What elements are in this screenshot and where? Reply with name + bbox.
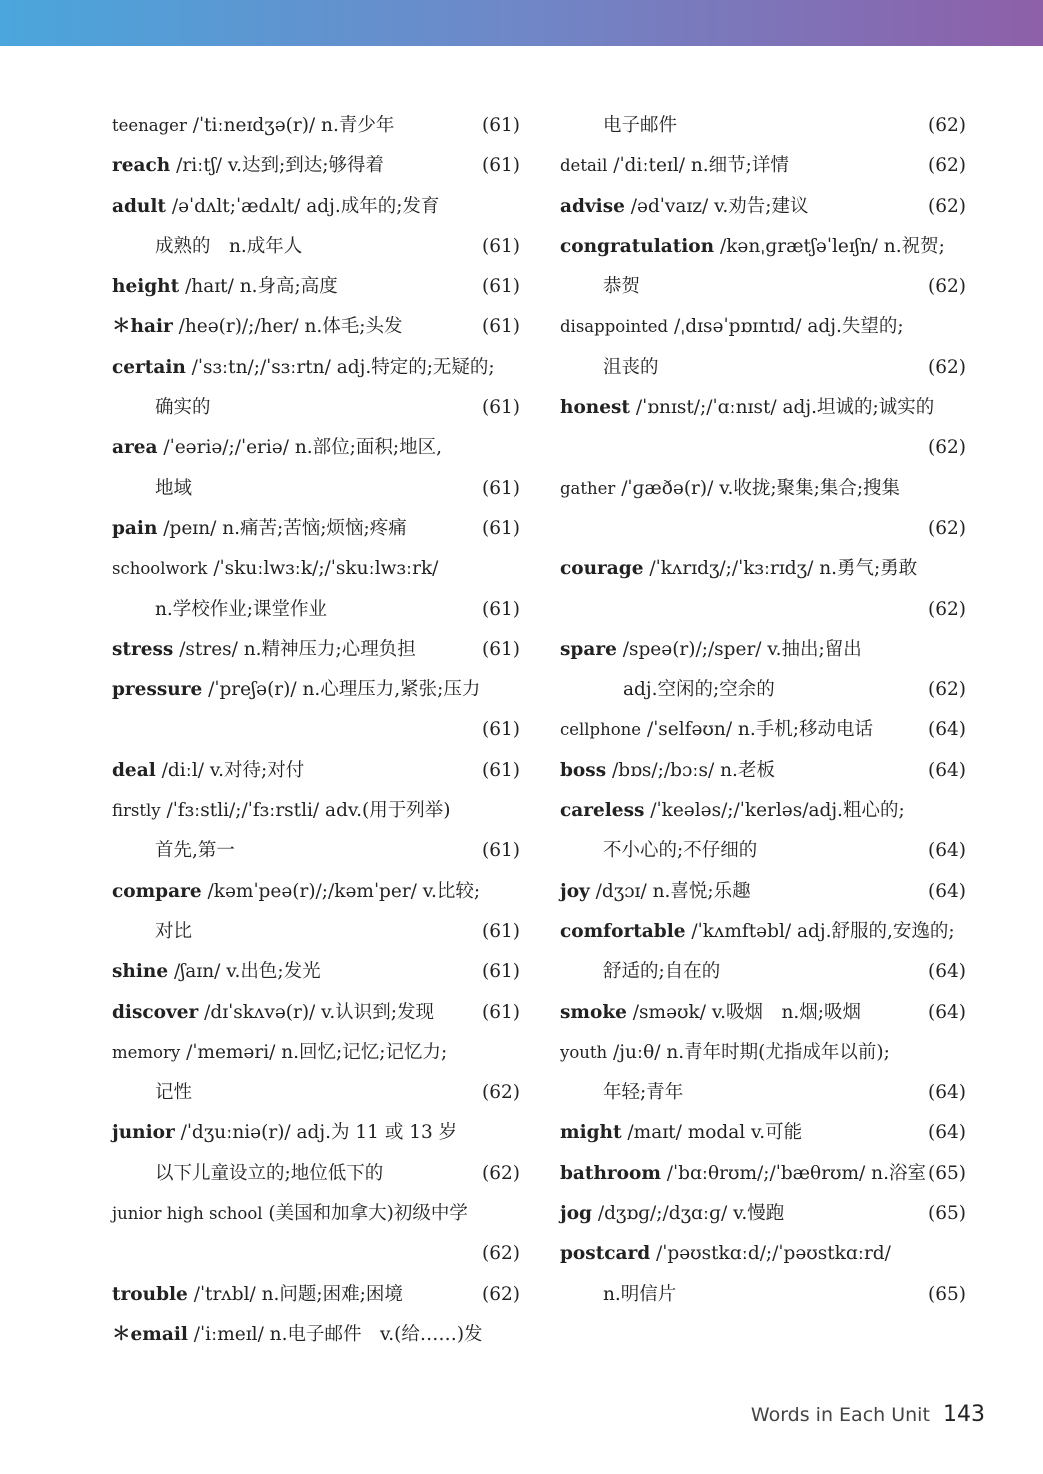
headword: pain xyxy=(112,517,158,539)
right-column xyxy=(560,106,966,1315)
page-reference: (62) xyxy=(928,437,966,459)
vocab-line xyxy=(112,267,520,307)
page-reference: (61) xyxy=(482,155,520,177)
headword: bathroom xyxy=(560,1162,661,1184)
vocab-line xyxy=(112,1113,520,1153)
headword: careless xyxy=(560,800,645,822)
vocab-line xyxy=(560,388,966,428)
definition-text: /dɪˈskʌvə(r)/ v.认识到;发现 xyxy=(198,1001,435,1023)
headword: memory xyxy=(112,1042,181,1062)
vocab-line xyxy=(560,267,966,307)
page-reference: (64) xyxy=(928,880,966,902)
headword: compare xyxy=(112,880,202,902)
headword: reach xyxy=(112,155,171,177)
vocab-line xyxy=(560,1113,966,1153)
headword: ＊hair xyxy=(112,316,173,338)
headword: trouble xyxy=(112,1283,188,1305)
vocab-line xyxy=(560,1154,966,1194)
headword: spare xyxy=(560,638,617,660)
vocab-line xyxy=(112,831,520,871)
page-reference: (62) xyxy=(928,115,966,136)
headword: courage xyxy=(560,558,644,580)
page-reference: (61) xyxy=(482,759,520,781)
page-reference: (62) xyxy=(928,517,966,539)
headword: jog xyxy=(560,1203,592,1225)
vocab-line xyxy=(112,751,520,791)
headword: ＊email xyxy=(112,1323,188,1345)
headword: joy xyxy=(560,880,590,902)
vocab-line xyxy=(560,549,966,589)
definition-text: /ədˈvaɪz/ v.劝告;建议 xyxy=(624,195,809,217)
page-reference: (61) xyxy=(482,1001,520,1023)
definition-text: /sməʊk/ v.吸烟 n.烟;吸烟 xyxy=(626,1001,861,1023)
definition-text: /ˈdiːteɪl/ n.细节;详情 xyxy=(607,155,789,177)
headword: schoolwork xyxy=(112,559,208,579)
page-reference: (62) xyxy=(928,155,966,177)
headword: gather xyxy=(560,478,616,498)
headword: advise xyxy=(560,195,625,217)
page-reference: (61) xyxy=(482,598,520,620)
vocab-line xyxy=(560,509,966,549)
vocab-line xyxy=(112,872,520,912)
left-column xyxy=(112,106,520,1355)
vocab-line xyxy=(112,1194,520,1234)
vocab-line xyxy=(560,1033,966,1073)
definition-text: /heə(r)/;/her/ n.体毛;头发 xyxy=(172,316,403,338)
definition-text: 对比 xyxy=(155,920,193,942)
page-reference: (61) xyxy=(482,316,520,338)
page-reference: (62) xyxy=(928,195,966,217)
definition-text: 记性 xyxy=(155,1082,193,1104)
definition-text: /ˈpreʃə(r)/ n.心理压力,紧张;压力 xyxy=(202,679,481,701)
definition-text: /dʒɒɡ/;/dʒɑːɡ/ v.慢跑 xyxy=(591,1203,785,1225)
definition-text: /peɪn/ n.痛苦;苦恼;烦恼;疼痛 xyxy=(157,517,407,539)
definition-text: /ˈmeməri/ n.回忆;记忆;记忆力; xyxy=(180,1041,448,1063)
definition-text: /ˈɡæðə(r)/ v.收拢;聚集;集合;搜集 xyxy=(615,477,901,499)
definition-text: /ˈfɜːstli/;/ˈfɜːrstli/ adv.(用于列举) xyxy=(160,800,451,822)
vocab-line xyxy=(112,670,520,710)
vocab-line xyxy=(560,751,966,791)
vocab-line xyxy=(112,549,520,589)
vocab-line xyxy=(560,348,966,388)
headword: teenager xyxy=(112,116,187,135)
vocab-line xyxy=(112,227,520,267)
headword: junior xyxy=(112,1122,175,1144)
definition-text: 恭贺 xyxy=(603,276,641,298)
vocab-line xyxy=(560,912,966,952)
vocab-line xyxy=(560,993,966,1033)
vocab-line xyxy=(112,307,520,347)
vocab-line xyxy=(112,428,520,468)
vocab-line xyxy=(112,1234,520,1274)
vocab-line xyxy=(112,1033,520,1073)
headword: adult xyxy=(112,195,166,217)
definition-text: /bɒs/;/bɔːs/ n.老板 xyxy=(606,759,775,781)
page-reference: (62) xyxy=(928,598,966,620)
vocab-line xyxy=(560,1073,966,1113)
definition-text: /ˈselfəʊn/ n.手机;移动电话 xyxy=(641,719,873,741)
definition-text: /ˈskuːlwɜːk/;/ˈskuːlwɜːrk/ xyxy=(207,558,439,580)
definition-text: /riːtʃ/ v.达到;到达;够得着 xyxy=(170,155,385,177)
headword: postcard xyxy=(560,1243,651,1265)
header-color-band xyxy=(0,0,1043,46)
definition-text: /kənˌɡrætʃəˈleɪʃn/ n.祝贺; xyxy=(714,235,945,257)
vocab-line xyxy=(560,187,966,227)
page-reference: (65) xyxy=(928,1203,966,1225)
definition-text: /ˈtiːneɪdʒə(r)/ n.青少年 xyxy=(186,115,395,136)
definition-text: /ˈsɜːtn/;/ˈsɜːrtn/ adj.特定的;无疑的; xyxy=(185,356,495,378)
headword: shine xyxy=(112,961,169,983)
page-reference: (62) xyxy=(928,356,966,378)
page-reference: (61) xyxy=(482,517,520,539)
definition-text: /ˈdʒuːniə(r)/ adj.为 11 或 13 岁 xyxy=(174,1122,458,1144)
headword: discover xyxy=(112,1001,199,1023)
definition-text: /ˌdɪsəˈpɒɪntɪd/ adj.失望的; xyxy=(668,316,904,338)
headword: honest xyxy=(560,397,630,419)
definition-text: /haɪt/ n.身高;高度 xyxy=(179,276,338,298)
page-reference: (61) xyxy=(482,719,520,741)
page-reference: (64) xyxy=(928,840,966,862)
vocab-line xyxy=(112,1275,520,1315)
vocab-line xyxy=(112,590,520,630)
page-reference: (61) xyxy=(482,638,520,660)
page-reference: (64) xyxy=(928,719,966,741)
vocab-line xyxy=(112,710,520,750)
page-reference: (62) xyxy=(482,1243,520,1265)
page-reference: (62) xyxy=(928,679,966,701)
page-reference: (61) xyxy=(482,920,520,942)
page-reference: (62) xyxy=(482,1283,520,1305)
vocab-line xyxy=(560,146,966,186)
definition-text: /speə(r)/;/sper/ v.抽出;留出 xyxy=(616,638,862,660)
definition-text: /dʒɔɪ/ n.喜悦;乐趣 xyxy=(589,880,751,902)
vocab-line xyxy=(112,348,520,388)
headword: smoke xyxy=(560,1001,627,1023)
page-reference: (64) xyxy=(928,759,966,781)
vocab-line xyxy=(112,187,520,227)
definition-text: /ˈbɑːθrʊm/;/ˈbæθrʊm/ n.浴室 xyxy=(660,1162,926,1184)
vocab-line xyxy=(560,428,966,468)
vocab-line xyxy=(560,469,966,509)
vocab-line xyxy=(112,1154,520,1194)
vocab-line xyxy=(560,952,966,992)
definition-text: /ʃaɪn/ v.出色;发光 xyxy=(168,961,321,983)
vocab-line xyxy=(560,872,966,912)
definition-text: n.明信片 xyxy=(603,1283,677,1305)
definition-text: /maɪt/ modal v.可能 xyxy=(621,1122,803,1144)
page-reference: (61) xyxy=(482,840,520,862)
vocab-line xyxy=(560,710,966,750)
page-reference: (62) xyxy=(482,1082,520,1104)
headword: stress xyxy=(112,638,174,660)
page-reference: (64) xyxy=(928,1001,966,1023)
page-reference: (61) xyxy=(482,477,520,499)
definition-text: /əˈdʌlt;ˈædʌlt/ adj.成年的;发育 xyxy=(165,195,440,217)
vocab-line xyxy=(560,1234,966,1274)
headword: detail xyxy=(560,156,608,176)
vocab-line xyxy=(112,912,520,952)
vocab-line xyxy=(560,307,966,347)
headword: disappointed xyxy=(560,317,669,337)
definition-text: /ˈtrʌbl/ n.问题;困难;困境 xyxy=(187,1283,403,1305)
definition-text: /juːθ/ n.青年时期(尤指成年以前); xyxy=(607,1041,890,1063)
vocab-line xyxy=(112,106,520,146)
vocab-line xyxy=(112,630,520,670)
definition-text: 电子邮件 xyxy=(603,115,678,136)
vocab-line xyxy=(112,993,520,1033)
vocab-line xyxy=(112,146,520,186)
definition-text: 首先,第一 xyxy=(155,840,235,862)
page-reference: (61) xyxy=(482,235,520,257)
headword: congratulation xyxy=(560,235,715,257)
page-reference: (65) xyxy=(928,1283,966,1305)
vocab-line xyxy=(560,831,966,871)
headword: area xyxy=(112,437,158,459)
vocab-line xyxy=(112,1315,520,1355)
page-footer xyxy=(751,1402,985,1427)
headword: firstly xyxy=(112,801,161,821)
headword: deal xyxy=(112,759,156,781)
definition-text: /ˈiːmeɪl/ n.电子邮件 v.(给……)发 xyxy=(187,1323,483,1345)
definition-text: 不小心的;不仔细的 xyxy=(603,840,758,862)
definition-text: 确实的 xyxy=(155,397,211,419)
page-reference: (62) xyxy=(482,1162,520,1184)
definition-text: /kəmˈpeə(r)/;/kəmˈper/ v.比较; xyxy=(201,880,481,902)
vocab-line xyxy=(560,1275,966,1315)
vocab-line xyxy=(560,791,966,831)
headword: boss xyxy=(560,759,607,781)
definition-text: 年轻;青年 xyxy=(603,1082,684,1104)
vocab-line xyxy=(560,106,966,146)
page-reference: (64) xyxy=(928,1082,966,1104)
page-reference: (62) xyxy=(928,276,966,298)
definition-text: 沮丧的 xyxy=(603,356,659,378)
headword: comfortable xyxy=(560,920,686,942)
headword: might xyxy=(560,1122,622,1144)
headword: pressure xyxy=(112,679,203,701)
headword: youth xyxy=(560,1042,608,1062)
page-reference: (64) xyxy=(928,1122,966,1144)
vocab-line xyxy=(112,509,520,549)
vocab-line xyxy=(112,791,520,831)
definition-text: /diːl/ v.对待;对付 xyxy=(155,759,305,781)
page-reference: (61) xyxy=(482,397,520,419)
definition-text: 舒适的;自在的 xyxy=(603,961,721,983)
definition-text: /ˈkʌrɪdʒ/;/ˈkɜːrɪdʒ/ n.勇气;勇敢 xyxy=(643,558,918,580)
vocab-line xyxy=(112,388,520,428)
page-number: 143 xyxy=(943,1402,985,1427)
definition-text: adj.空闲的;空余的 xyxy=(623,679,775,701)
definition-text: /ˈpəʊstkɑːd/;/ˈpəʊstkɑːrd/ xyxy=(650,1243,891,1265)
definition-text: /ˈkʌmftəbl/ adj.舒服的,安逸的; xyxy=(685,920,955,942)
headword: junior high school xyxy=(112,1204,263,1224)
headword: certain xyxy=(112,356,186,378)
definition-text: 以下儿童设立的;地位低下的 xyxy=(155,1162,384,1184)
page-reference: (61) xyxy=(482,961,520,983)
page-reference: (64) xyxy=(928,961,966,983)
definition-text: /ˈeəriə/;/ˈeriə/ n.部位;面积;地区, xyxy=(157,437,443,459)
page-reference: (61) xyxy=(482,276,520,298)
definition-text: /ˈɒnɪst/;/ˈɑːnɪst/ adj.坦诚的;诚实的 xyxy=(629,397,935,419)
page-reference: (65) xyxy=(928,1162,966,1184)
definition-text: 地域 xyxy=(155,477,193,499)
definition-text: /stres/ n.精神压力;心理负担 xyxy=(173,638,416,660)
headword: height xyxy=(112,276,180,298)
vocab-line xyxy=(560,590,966,630)
vocab-line xyxy=(560,670,966,710)
headword: cellphone xyxy=(560,720,642,740)
definition-text: n.学校作业;课堂作业 xyxy=(155,598,328,620)
definition-text: (美国和加拿大)初级中学 xyxy=(262,1203,468,1225)
definition-text: /ˈkeələs/;/ˈkerləs/adj.粗心的; xyxy=(644,800,905,822)
vocab-line xyxy=(112,1073,520,1113)
page-reference: (61) xyxy=(482,115,520,136)
vocab-line xyxy=(560,1194,966,1234)
vocab-line xyxy=(112,952,520,992)
definition-text: 成熟的 n.成年人 xyxy=(155,235,303,257)
vocab-line xyxy=(560,227,966,267)
footer-title: Words in Each Unit xyxy=(750,1404,930,1426)
vocab-line xyxy=(560,630,966,670)
vocab-line xyxy=(112,469,520,509)
